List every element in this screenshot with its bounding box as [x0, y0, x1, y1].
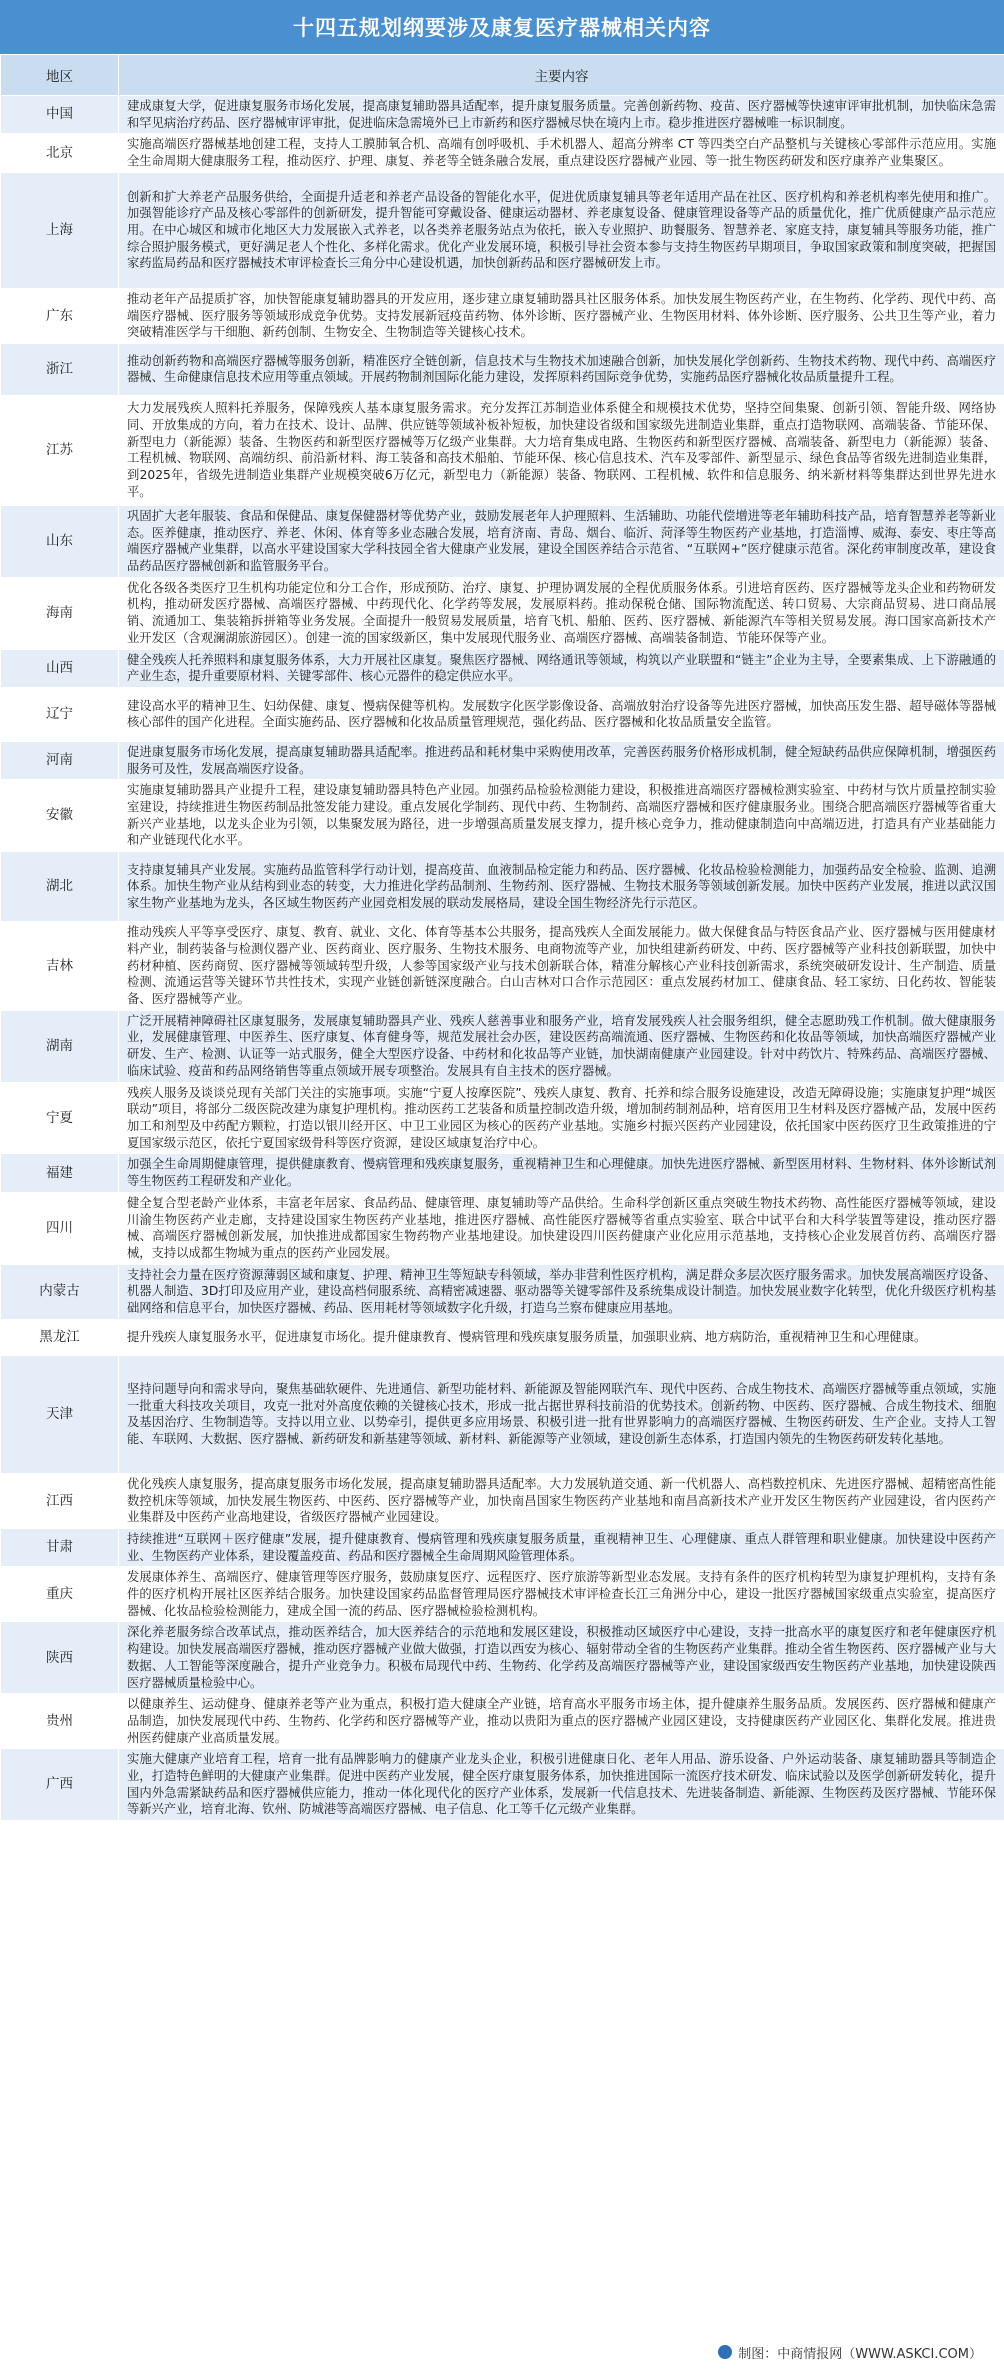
region-cell: 安徽 [1, 780, 119, 852]
region-cell: 陕西 [1, 1622, 119, 1694]
table-row [1, 1082, 1004, 1154]
askci-logo-icon [718, 2345, 732, 2359]
table-row [1, 96, 1004, 134]
content-cell: 广泛开展精神障碍社区康复服务，发展康复辅助器具产业、残疾人慈善事业和服务产业，培育发展残疾人社会服务组织，健全志愿助残工作机制。做大健康服务业，发展健康管理、中医养生、医疗康复、体育健身等，规范发展社会办医，建设医药高端流通、医疗器械、生物医药和化妆品等领域，加快高端医疗器械产业研发、生产、检测、认证等一站式服务，健全大型医疗设备、中药材和化妆品等产业链，加快湖南健康产业园建设。针对中药饮片、特殊药品、高端医疗器械、临床试验、疫苗和药品网络销售等重点领域开展专项整治。发展具有自主技术的医疗器械。 [119, 1010, 1004, 1082]
table-row [1, 780, 1004, 852]
policy-table [0, 54, 1004, 1821]
table-row [1, 922, 1004, 1011]
table-row [1, 1319, 1004, 1355]
table-row [1, 1192, 1004, 1264]
content-cell: 巩固扩大老年服装、食品和保健品、康复保健器材等优势产业，鼓励发展老年人护理照料、生活辅助、功能代偿增进等老年辅助科技产品，培育智慧养老等新业态。医养健康，推动医疗、养老、休闲、体育等多业态融合发展，培育济南、青岛、烟台、临沂、菏泽等生物医药产业基地，打造淄博、威海、泰安、枣庄等高端医疗器械产业集群，以高水平建设国家大学科技园全省大健康产业发展，建设全国医养结合示范省、“互联网+”医疗健康示范省。深化药审制度改革，建设食品药品医疗器械创新和监管服务平台。 [119, 505, 1004, 577]
region-cell: 江西 [1, 1473, 119, 1528]
content-cell: 持续推进“互联网＋医疗健康”发展，提升健康教育、慢病管理和残疾康复服务质量，重视精神卫生、心理健康、重点人群管理和职业健康。加快建设中医药产业、生物医药产业体系，建设覆盖疫苗、药品和医疗器械全生命周期风险管理体系。 [119, 1528, 1004, 1566]
content-cell: 促进康复服务市场化发展，提高康复辅助器具适配率。推进药品和耗材集中采购使用改革，完善医药服务价格形成机制，健全短缺药品供应保障机制，增强医药服务可及性，发展高端医疗设备。 [119, 741, 1004, 779]
region-cell: 中国 [1, 96, 119, 134]
source-text: 制图：中商情报网（WWW.ASKCI.COM） [738, 2346, 982, 2362]
table-row [1, 1154, 1004, 1192]
table-row [1, 741, 1004, 779]
table-row [1, 577, 1004, 649]
table-header-row [1, 55, 1004, 96]
content-cell: 提升残疾人康复服务水平，促进康复市场化。提升健康教育、慢病管理和残疾康复服务质量，加强职业病、地方病防治，重视精神卫生和心理健康。 [119, 1319, 1004, 1355]
region-cell: 浙江 [1, 343, 119, 395]
region-cell: 天津 [1, 1355, 119, 1473]
content-cell: 坚持问题导向和需求导向，聚焦基础软硬件、先进通信、新型功能材料、新能源及智能网联汽车、现代中医药、合成生物技术、高端医疗器械等重点领域，实施一批重大科技攻关项目，攻克一批对外高度依赖的关键核心技术，形成一批占据世界科技前沿的优势技术。创新药物、中医药、医疗器械、合成生物技术、细胞及基因治疗、生物制造等。支持以用立业、以势牵引，提供更多应用场景、积极引进一批有世界影响力的高端医疗器械、生物医药研发、生产企业。支持人工智能、车联网、大数据、医疗器械、新药研发和新基建等领域、新材料、新能源等产业领域，建设创新生态体系，打造国内领先的生物医药研发转化基地。 [119, 1355, 1004, 1473]
content-cell: 优化各级各类医疗卫生机构功能定位和分工合作，形成预防、治疗、康复、护理协调发展的全程优质服务体系。引进培育医药、医疗器械等龙头企业和药物研发机构，推动研发医疗器械、高端医疗器械、中药现代化、化学药等发展，发展原料药。推动保税仓储、国际物流配送、转口贸易、大宗商品贸易、进口商品展销、流通加工、集装箱拆拼箱等业务发展。全面提升一般贸易发展质量，培育飞机、船舶、医药、医疗器械、新能源汽车等相关贸易发展。海口国家高新技术产业开发区（含观澜湖旅游园区）。创建一流的国家级新区，集中发展现代服务业、高端医疗器械、高端装备制造、节能环保等产业。 [119, 577, 1004, 649]
header-region: 地区 [1, 55, 119, 96]
table-row [1, 1473, 1004, 1528]
region-cell: 河南 [1, 741, 119, 779]
content-cell: 推动创新药物和高端医疗器械等服务创新，精准医疗全链创新，信息技术与生物技术加速融合创新，加快发展化学创新药、生物技术药物、现代中药、高端医疗器械、生命健康信息技术应用等重点领域。开展药物制剂国际化能力建设，发挥原料药国际竞争优势，实施药品医疗器械化妆品质量提升工程。 [119, 343, 1004, 395]
table-row [1, 852, 1004, 922]
content-cell: 发展康体养生、高端医疗、健康管理等医疗服务，鼓励康复医疗、远程医疗、医疗旅游等新型业态发展。支持有条件的医疗机构转型为康复护理机构，支持有条件的医疗机构开展社区医养结合服务。加快建设国家药品监督管理局医疗器械技术审评检查长江三角洲分中心，建设一批医疗器械国家级重点实验室，提高医疗器械、化妆品检验检测能力，建成全国一流的药品、医疗器械检验检测机构。 [119, 1567, 1004, 1622]
content-cell: 残疾人服务及谈谈兑现有关部门关注的实施事项。实施“宁夏人按摩医院”、残疾人康复、教育、托养和综合服务设施建设，改造无障碍设施；实施康复护理“城医联动”项目，将部分二级医院改建为康复护理机构。推动医药工艺装备和质量控制改造升级，增加制药制剂品种，培育医用卫生材料及医疗器械产品，发展中医药加工和剂型及中药配方颗粒，打造以银川经开区、中卫工业园区为核心的医药产业基地。实施乡村振兴医药产业园建设，依托国家中医药医疗卫生政策推进的宁夏国家级示范区，依托宁夏国家级骨科等医疗资源，建设区域康复治疗中心。 [119, 1082, 1004, 1154]
content-cell: 实施康复辅助器具产业提升工程，建设康复辅助器具特色产业园。加强药品检验检测能力建设，积极推进高端医疗器械检测实验室、中药材与饮片质量控制实验室建设，持续推进生物医药制品批签发能力建设。重点发展化学制药、现代中药、生物制药、高端医疗器械和医疗健康服务业。围绕合肥高端医疗器械等省重大新兴产业基地，以龙头企业为引领，以集聚发展为路径，进一步增强高质量发展支撑力，提升核心竞争力，推动健康制造向中高端迈进，打造具有产业基础能力和产业链现代化水平。 [119, 780, 1004, 852]
page-title: 十四五规划纲要涉及康复医疗器械相关内容 [0, 0, 1004, 54]
region-cell: 北京 [1, 134, 119, 172]
table-row [1, 134, 1004, 172]
region-cell: 广西 [1, 1749, 119, 1821]
header-content: 主要内容 [119, 55, 1004, 96]
source-footer [0, 2333, 1004, 2371]
region-cell: 重庆 [1, 1567, 119, 1622]
content-cell: 支持社会力量在医疗资源薄弱区域和康复、护理、精神卫生等短缺专科领域，举办非营利性医疗机构，满足群众多层次医疗服务需求。加快发展高端医疗设备、机器人制造、3D打印及应用产业，建设高档伺服系统、高精密减速器、驱动器等关键零部件及系统集成设计制造。加快发展业数字化转型，优化升级医疗机构基础网络和信息平台，加快医疗器械、药品、医用耗材等领域数字化升级，打造乌兰察布健康应用基地。 [119, 1264, 1004, 1319]
region-cell: 辽宁 [1, 687, 119, 741]
content-cell: 推动老年产品提质扩容，加快智能康复辅助器具的开发应用，逐步建立康复辅助器具社区服务体系。加快发展生物医药产业，在生物药、化学药、现代中药、高端医疗器械、医疗服务等领域形成竞争优势。支持发展新冠疫苗药物、体外诊断、医疗器械产业、生物医用材料、体外诊断、医疗服务、公共卫生等产业，着力突破精准医学与干细胞、新药创制、生物安全、生物制造等关键核心技术。 [119, 288, 1004, 343]
region-cell: 甘肃 [1, 1528, 119, 1566]
content-cell: 以健康养生、运动健身、健康养老等产业为重点，积极打造大健康全产业链，培育高水平服务市场主体，提升健康养生服务品质。发展医药、医疗器械和健康产品制造，加快发展现代中药、生物药、化学药和医疗器械等产业，推动以贵阳为重点的医疗器械产业园区建设，支持健康医药产业园区化、集群化发展。推进贵州医药健康产业高质量发展。 [119, 1694, 1004, 1749]
content-cell: 实施高端医疗器械基地创建工程，支持人工膜肺氧合机、高端有创呼吸机、手术机器人、超高分辨率 CT 等四类空白产品整机与关键核心零部件示范应用。实施全生命周期大健康服务工程，推动医疗、护理、康复、养老等全链条融合发展，重点建设医疗器械产业园、等一批生物医药研发和医疗康养产业集聚区。 [119, 134, 1004, 172]
region-cell: 内蒙古 [1, 1264, 119, 1319]
table-row [1, 1749, 1004, 1821]
content-cell: 深化养老服务综合改革试点，推动医养结合，加大医养结合的示范地和发展区建设，积极推动区域医疗中心建设，支持一批高水平的康复医疗和老年健康医疗机构建设。加快发展高端医疗器械，推动医疗器械产业做大做强，打造以西安为核心、辐射带动全省的生物医药产业集群。推动全省生物医药、医疗器械产业与大数据、人工智能等深度融合，提升产业竞争力。积极布局现代中药、生物药、化学药及高端医疗器械等产业，建设国家级西安生物医药产业基地，加快建设陕西医疗器械质量检验中心。 [119, 1622, 1004, 1694]
table-row [1, 1528, 1004, 1566]
content-cell: 建成康复大学，促进康复服务市场化发展，提高康复辅助器具适配率，提升康复服务质量。完善创新药物、疫苗、医疗器械等快速审评审批机制，加快临床急需和罕见病治疗药品、医疗器械审评审批，促进临床急需境外已上市新药和医疗器械尽快在境内上市。稳步推进医疗器械唯一标识制度。 [119, 96, 1004, 134]
region-cell: 上海 [1, 172, 119, 288]
region-cell: 福建 [1, 1154, 119, 1192]
region-cell: 湖北 [1, 852, 119, 922]
table-row [1, 1264, 1004, 1319]
content-cell: 优化残疾人康复服务，提高康复服务市场化发展，提高康复辅助器具适配率。大力发展轨道交通、新一代机器人、高档数控机床、先进医疗器械、超精密高性能数控机床等领域，加快发展生物医药、中医药、医疗器械等产业，加快南昌国家生物医药产业基地和南昌高新技术产业开发区生物医药产业园建设，省内医药产业集群及中医药产业高地建设，省级医疗器械产业园建设。 [119, 1473, 1004, 1528]
table-row [1, 343, 1004, 395]
table-row [1, 649, 1004, 687]
region-cell: 江苏 [1, 395, 119, 505]
table-row [1, 172, 1004, 288]
table-row [1, 1010, 1004, 1082]
region-cell: 湖南 [1, 1010, 119, 1082]
region-cell: 贵州 [1, 1694, 119, 1749]
table-row [1, 1355, 1004, 1473]
table-row [1, 505, 1004, 577]
table-row [1, 687, 1004, 741]
region-cell: 广东 [1, 288, 119, 343]
region-cell: 吉林 [1, 922, 119, 1011]
content-cell: 创新和扩大养老产品服务供给，全面提升适老和养老产品设备的智能化水平，促进优质康复辅具等老年适用产品在社区、医疗机构和养老机构率先使用和推广。加强智能诊疗产品及核心零部件的创新研发，提升智能可穿戴设备、健康运动器材、养老康复设备、健康管理设备等产品的质量优化，推广优质健康产品示范应用。在中心城区和城市化地区大力发展嵌入式养老，以各类养老服务站点为依托，嵌入专业照护、助餐服务、智慧养老、家庭支持，康复辅具等服务功能，推广综合照护服务模式，更好满足老人个性化、多样化需求。优化产业发展环境，积极引导社会资本参与支持生物医药早期项目，争取国家政策和制度突破，把握国家药监局药品和医疗器械技术审评检查长三角分中心建设机遇，加快创新药品和医疗器械研发上市。 [119, 172, 1004, 288]
table-row [1, 1622, 1004, 1694]
content-cell: 健全残疾人托养照料和康复服务体系，大力开展社区康复。聚焦医疗器械、网络通讯等领域，构筑以产业联盟和“链主”企业为主导，全要素集成、上下游融通的产业生态，提升重要原材料、关键零部件、核心元器件的稳定供应水平。 [119, 649, 1004, 687]
content-cell: 支持康复辅具产业发展。实施药品监管科学行动计划，提高疫苗、血液制品检定能力和药品、医疗器械、化妆品检验检测能力，加强药品安全检验、监测、追溯体系。加快生物产业从结构到业态的转变，大力推进化学药品制剂、生物药剂、医疗器械、生物技术服务等领域创新发展。加快中医药产业发展，推进以武汉国家生物产业基地为龙头，各区域生物医药产业园竞相发展的联动发展格局，建设全国生物经济先行示范区。 [119, 852, 1004, 922]
table-row [1, 1694, 1004, 1749]
region-cell: 海南 [1, 577, 119, 649]
table-row [1, 395, 1004, 505]
region-cell: 宁夏 [1, 1082, 119, 1154]
table-body [1, 96, 1004, 1821]
content-cell: 加强全生命周期健康管理，提供健康教育、慢病管理和残疾康复服务，重视精神卫生和心理健康。加快先进医疗器械、新型医用材料、生物材料、体外诊断试剂等生物医药工程研发和产业化。 [119, 1154, 1004, 1192]
region-cell: 山西 [1, 649, 119, 687]
region-cell: 山东 [1, 505, 119, 577]
content-cell: 实施大健康产业培育工程，培育一批有品牌影响力的健康产业龙头企业，积极引进健康日化、老年人用品、游乐设备、户外运动装备、康复辅助器具等制造企业，打造特色鲜明的大健康产业集群。促进中医药产业发展，健全医疗康复服务体系，加快推进国际一流医疗技术研发、临床试验以及医学创新研发转化，提升国内外急需紧缺药品和医疗器械供应能力，推动一体化现代化的医疗产业体系，发展新一代信息技术、先进装备制造、新能源、生物医药及医疗器械、节能环保等新兴产业，培育北海、钦州、防城港等高端医疗器械、电子信息、化工等千亿元级产业集群。 [119, 1749, 1004, 1821]
table-row [1, 1567, 1004, 1622]
content-cell: 大力发展残疾人照料托养服务，保障残疾人基本康复服务需求。充分发挥江苏制造业体系健全和规模技术优势，坚持空间集聚、创新引领、智能升级、网络协同、开放集成的方向，着力在技术、设计、品牌、供应链等领域补板补短板，加快建设省级和国家级先进制造业集群，重点打造物联网、高端装备、节能环保、新型电力（新能源）装备、生物医药和新型医疗器械等万亿级产业集群。大力培育集成电路、生物医药和新型医疗器械、高端装备、新型电力（新能源）装备、工程机械、物联网、高端纺织、前沿新材料、海工装备和高技术船舶、节能环保、核心信息技术、汽车及零部件、新型显示、绿色食品等省级先进制造业集群，到2025年，省级先进制造业集群产业规模突破6万亿元，新型电力（新能源）装备、物联网、工程机械、软件和信息服务、纳米新材料等集群达到世界先进水平。 [119, 395, 1004, 505]
content-cell: 建设高水平的精神卫生、妇幼保健、康复、慢病保健等机构。发展数字化医学影像设备、高端放射治疗设备等先进医疗器械，加快高压发生器、超导磁体等器械核心部件的国产化进程。全面实施药品、医疗器械和化妆品质量管理规范，强化药品、医疗器械和化妆品质量安全监管。 [119, 687, 1004, 741]
table-row [1, 288, 1004, 343]
content-cell: 推动残疾人平等享受医疗、康复、教育、就业、文化、体育等基本公共服务，提高残疾人全面发展能力。做大保健食品与特医食品产业、医疗器械与医用健康材料产业，制药装备与检测仪器产业、医药商业、医疗服务、生物技术服务、电商物流等产业，加快组建新药研发、中药、医疗器械等产业科技创新联盟，加快中药材种植、医药商贸、医疗器械等领域转型升级，人参等国家级产业与技术创新联合体，精准分解核心产业科技创新需求，系统突破研发设计、生产制造、质量检测、流通运营等关键环节共性技术，实现产业链创新链深度融合。白山吉林对口合作示范园区：重点发展药材加工、健康食品、轻工家纺、日化药妆、智能装备、医疗器械等产业。 [119, 922, 1004, 1011]
content-cell: 健全复合型老龄产业体系，丰富老年居家、食品药品、健康管理、康复辅助等产品供给。生命科学创新区重点突破生物技术药物、高性能医疗器械等领域，建设川渝生物医药产业走廊，支持建设国家生物医药产业基地，推进医疗器械、高性能医疗器械等省重点实验室、联合中试平台和大科学装置等建设，推动医疗器械、高端医疗器械创新发展，加快推进成都国家生物药物产业基地建设。加快建设四川医药健康产业化应用示范基地，支持核心企业发展首仿药、高端医疗器械，支持以成都生物城为重点的医药产业园发展。 [119, 1192, 1004, 1264]
region-cell: 四川 [1, 1192, 119, 1264]
region-cell: 黑龙江 [1, 1319, 119, 1355]
